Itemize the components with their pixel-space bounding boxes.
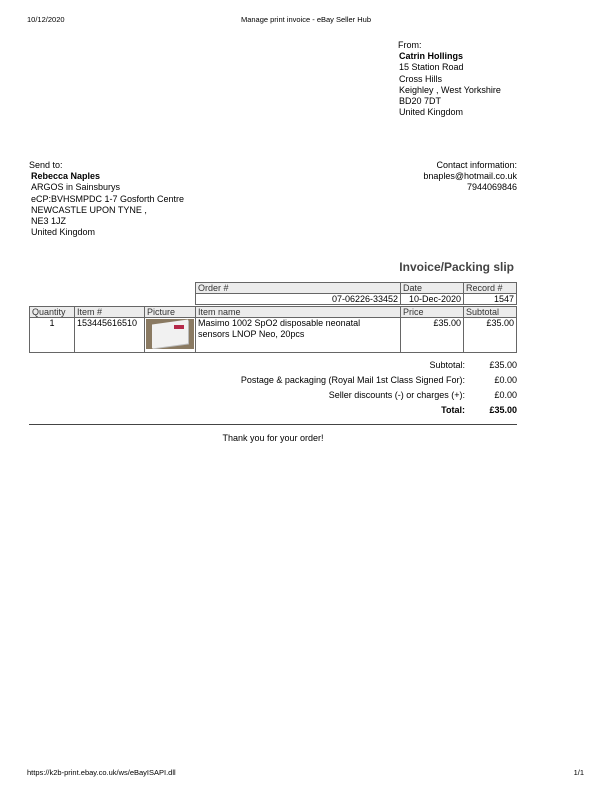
print-title: Manage print invoice - eBay Seller Hub xyxy=(240,15,372,24)
item-subtotal: £35.00 xyxy=(464,318,517,353)
item-number: 153445616510 xyxy=(75,318,145,353)
item-quantity: 1 xyxy=(30,318,75,353)
send-to-block xyxy=(29,160,184,238)
item-number-header: Item # xyxy=(75,307,145,318)
from-block xyxy=(398,40,501,118)
print-date: 10/12/2020 xyxy=(27,15,65,24)
discounts-value: £0.00 xyxy=(494,390,517,400)
item-name xyxy=(196,318,401,353)
contact-phone: 7944069846 xyxy=(466,182,517,193)
recipient-line: NE3 1JZ xyxy=(31,216,67,227)
item-name-header: Item name xyxy=(196,307,401,318)
total-label: Total: xyxy=(441,405,465,415)
send-to-label: Send to: xyxy=(29,160,63,170)
from-line: BD20 7DT xyxy=(399,96,442,107)
invoice-title: Invoice/Packing slip xyxy=(399,260,514,274)
page-number: 1/1 xyxy=(573,768,584,777)
contact-label: Contact information: xyxy=(436,160,517,170)
order-date: 10-Dec-2020 xyxy=(401,294,464,305)
recipient-name: Rebecca Naples xyxy=(31,171,101,182)
subtotal-label: Subtotal: xyxy=(429,360,465,370)
from-line: Keighley , West Yorkshire xyxy=(399,84,501,95)
product-photo-icon xyxy=(146,319,194,349)
record-number: 1547 xyxy=(464,294,517,305)
from-label: From: xyxy=(398,40,422,50)
from-line: Cross Hills xyxy=(399,73,443,84)
item-picture[interactable] xyxy=(145,318,196,353)
recipient-line: NEWCASTLE UPON TYNE , xyxy=(31,204,147,215)
item-price: £35.00 xyxy=(401,318,464,353)
items-table xyxy=(29,306,517,353)
thank-you-message: Thank you for your order! xyxy=(222,433,324,443)
order-table xyxy=(195,282,517,305)
divider xyxy=(29,424,517,425)
recipient-line: United Kingdom xyxy=(31,227,96,238)
quantity-header: Quantity xyxy=(30,307,75,318)
from-name: Catrin Hollings xyxy=(399,51,464,62)
total-value: £35.00 xyxy=(489,405,517,415)
postage-value: £0.00 xyxy=(494,375,517,385)
item-name-line: Masimo 1002 SpO2 disposable neonatal xyxy=(198,318,361,328)
subtotal-header: Subtotal xyxy=(464,307,517,318)
subtotal-value: £35.00 xyxy=(489,360,517,370)
discounts-label: Seller discounts (-) or charges (+): xyxy=(328,390,465,400)
from-line: United Kingdom xyxy=(399,107,464,118)
from-line: 15 Station Road xyxy=(399,62,464,73)
contact-block xyxy=(423,160,517,194)
postage-label: Postage & packaging (Royal Mail 1st Class Signed For): xyxy=(240,375,465,385)
recipient-line: eCP:BVHSMPDC 1-7 Gosforth Centre xyxy=(31,193,185,204)
recipient-line: ARGOS in Sainsburys xyxy=(31,182,121,193)
picture-header: Picture xyxy=(145,307,196,318)
item-name-line: sensors LNOP Neo, 20pcs xyxy=(198,329,305,339)
order-number: 07-06226-33452 xyxy=(196,294,401,305)
price-header: Price xyxy=(401,307,464,318)
order-number-header: Order # xyxy=(196,283,401,294)
print-url: https://k2b-print.ebay.co.uk/ws/eBayISAPI.dll xyxy=(27,768,176,777)
contact-email[interactable]: bnaples@hotmail.co.uk xyxy=(423,171,517,182)
order-date-header: Date xyxy=(401,283,464,294)
record-number-header: Record # xyxy=(464,283,517,294)
table-row xyxy=(30,318,517,353)
